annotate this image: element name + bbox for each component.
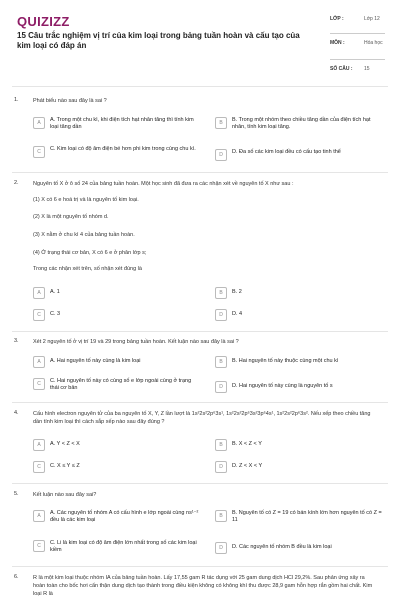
option-text: A. Các nguyên tố nhóm A có cấu hình e lớp ngoài cùng ns¹⁻² đều là các kim loại	[50, 510, 199, 523]
option-text: C. Hai nguyên tố này có cùng số e lớp ngoài cùng ở trạng thái cơ bản	[50, 378, 192, 391]
option-text: D. Z < X < Y	[232, 463, 263, 469]
option-key-box: A	[33, 510, 45, 522]
option-text: B. X < Z < Y	[232, 441, 262, 447]
option-text: B. Trong một nhóm theo chiều tăng dần của điện tích hạt nhân, tính kim loại tăng.	[232, 117, 371, 130]
option-key-box: B	[215, 510, 227, 522]
class-value: Lớp 12	[364, 16, 380, 22]
question-text: R là một kim loại thuộc nhóm IA của bảng tuần hoàn. Lấy 17,55 gam R tác dụng với 25 gam dung dịch HCl 29,2%. Sau phản ứng xảy ra hoàn toàn cho bốc hơi cẩn thận dung dịch tạo thành trong điều kiện không có không khí thu được 28,9 gam hỗn hợp rắn gồm hai chất. Kim loại R là	[33, 575, 373, 597]
option-text: C. Li là kim loại có độ âm điện lớn nhất trong số các kim loại kiềm	[50, 540, 197, 553]
divider	[12, 402, 388, 403]
option-key-box: D	[215, 542, 227, 554]
statement: (2) X là một nguyên tố nhóm d.	[33, 214, 109, 220]
option-key-box: A	[33, 287, 45, 299]
option-text: C. X ≤ Y ≤ Z	[50, 463, 80, 469]
option-key-box: B	[215, 287, 227, 299]
option-text: D. Đa số các kim loại đều có cấu tạo tinh thể	[232, 149, 341, 155]
option-text: C. Kim loại có độ âm điện bé hơn phi kim trong cùng chu kì.	[50, 146, 196, 152]
question-number: 4.	[14, 410, 19, 416]
statement: (3) X nằm ở chu kì 4 của bảng tuần hoàn.	[33, 232, 135, 238]
statement: (4) Ở trạng thái cơ bản, X có 6 e ở phân lớp s;	[33, 250, 147, 256]
count-value: 15	[364, 66, 370, 72]
divider	[12, 86, 388, 87]
option-text: A. Hai nguyên tố này cùng là kim loại	[50, 358, 141, 364]
option-key-box: C	[33, 146, 45, 158]
divider	[12, 331, 388, 332]
option-text: C. 3	[50, 311, 61, 317]
question-number: 6.	[14, 574, 19, 580]
question-text: Cấu hình electron nguyên tử của ba nguyên tố X, Y, Z lần lượt là 1s²2s²2p⁶3s¹, 1s²2s²2p⁶3s²3p⁶4s¹, 1s²2s²2p⁶3s². Nếu xếp theo chiều tăng dần tính kim loại thì cách sắp xếp nào sau đây đúng ?	[33, 411, 371, 425]
option-key-box: D	[215, 461, 227, 473]
statement: Trong các nhận xét trên, số nhận xét đúng là	[33, 266, 142, 272]
class-label: LỚP :	[330, 16, 344, 22]
option-key-box: C	[33, 540, 45, 552]
option-key-box: A	[33, 356, 45, 368]
question-number: 5.	[14, 491, 19, 497]
question-number: 2.	[14, 180, 19, 186]
option-key-box: C	[33, 461, 45, 473]
statement: (1) X có 6 e hoá trị và là nguyên tố kim loại.	[33, 197, 139, 203]
divider	[12, 483, 388, 484]
option-key-box: A	[33, 439, 45, 451]
count-label: SỐ CÂU :	[330, 66, 353, 72]
question-text: Kết luận nào sau đây sai?	[33, 492, 97, 498]
divider	[12, 172, 388, 173]
option-text: B. 2	[232, 289, 242, 295]
question-text: Phát biểu nào sau đây là sai ?	[33, 98, 107, 104]
option-text: A. Trong một chu kì, khi điện tích hạt nhân tăng thì tính kim loại tăng dần	[50, 117, 194, 130]
option-text: D. Hai nguyên tố này cùng là nguyên tố s	[232, 383, 333, 389]
option-key-box: A	[33, 117, 45, 129]
option-key-box: B	[215, 117, 227, 129]
question-text: Xét 2 nguyên tố ở vị trí 19 và 29 trong bảng tuần hoàn. Kết luận nào sau đây là sai ?	[33, 339, 239, 345]
option-text: D. Các nguyên tố nhóm B đều là kim loại	[232, 544, 332, 550]
divider	[12, 566, 388, 567]
question-text: Nguyên tố X ở ô số 24 của bảng tuần hoàn. Một học sinh đã đưa ra các nhận xét về nguyên tố X như sau :	[33, 181, 294, 187]
option-text: D. 4	[232, 311, 243, 317]
option-text: B. Hai nguyên tố này thuộc cùng một chu kì	[232, 358, 339, 364]
subject-label: MÔN :	[330, 40, 345, 46]
option-key-box: D	[215, 309, 227, 321]
option-key-box: D	[215, 381, 227, 393]
page-title: 15 Câu trắc nghiệm vị trí của kim loại trong bảng tuần hoàn và cấu tạo của kim loại có đáp án	[17, 31, 300, 50]
option-key-box: D	[215, 149, 227, 161]
divider	[330, 59, 385, 60]
option-text: A. Y < Z < X	[50, 441, 80, 447]
subject-value: Hóa học	[364, 40, 383, 46]
quizizz-logo: QUIZIZZ	[17, 14, 70, 29]
divider	[330, 33, 385, 34]
option-key-box: C	[33, 309, 45, 321]
option-key-box: C	[33, 378, 45, 390]
page-header	[0, 0, 400, 80]
option-text: A. 1	[50, 289, 60, 295]
option-text: B. Nguyên tố có Z = 19 có bán kính lớn hơn nguyên tố có Z = 11	[232, 510, 382, 523]
option-key-box: B	[215, 356, 227, 368]
option-key-box: B	[215, 439, 227, 451]
question-number: 1.	[14, 97, 19, 103]
question-number: 3.	[14, 338, 19, 344]
